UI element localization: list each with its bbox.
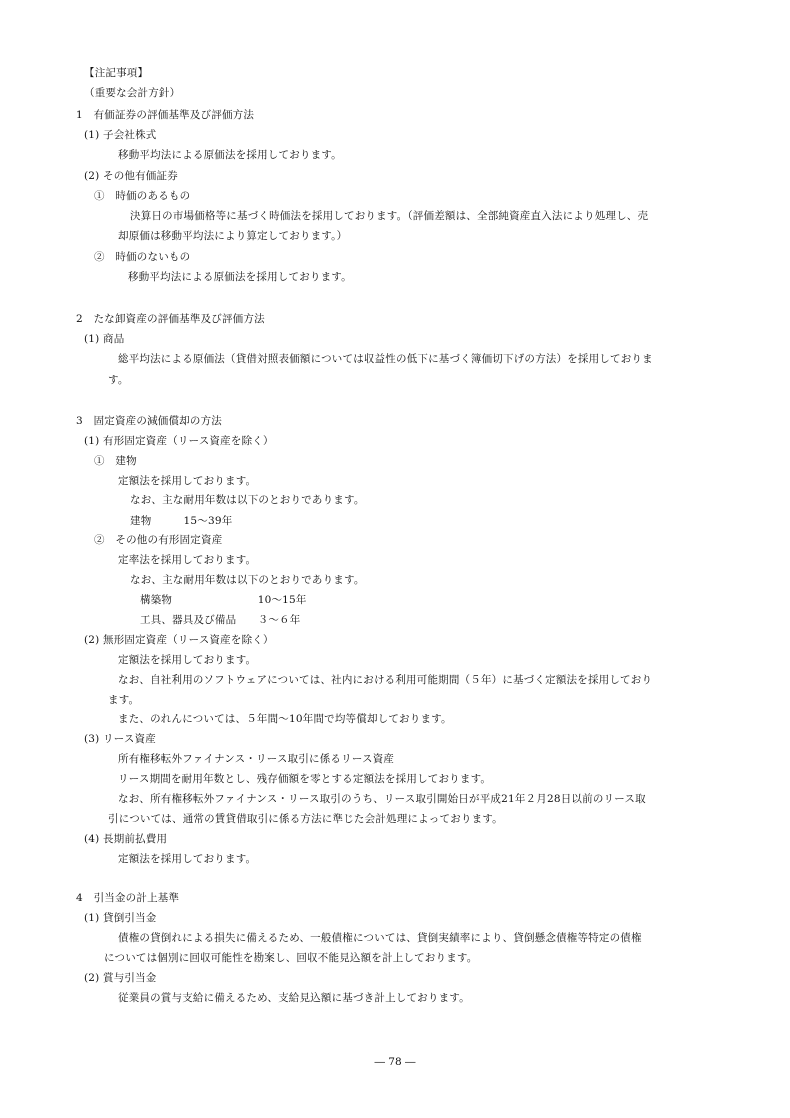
text-line: 却原価は移動平均法により算定しております。） [118, 230, 348, 242]
text-line: なお、主な耐用年数は以下のとおりであります。 [130, 494, 365, 506]
text-line: 1 有価証券の評価基準及び評価方法 [76, 109, 255, 121]
text-line: 3 固定資産の減価償却の方法 [76, 415, 222, 427]
text-line: (4) 長期前払費用 [84, 833, 168, 845]
text-line: (1) 貸倒引当金 [84, 912, 157, 924]
text-line: ① 時価のあるもの [94, 190, 191, 202]
text-line: ① 建物 [94, 455, 137, 467]
text-line: リース期間を耐用年数とし、残存価額を零とする定額法を採用しております。 [118, 773, 492, 785]
text-line: 【注記事項】 [84, 67, 149, 79]
text-line: (2) 賞与引当金 [84, 972, 157, 984]
text-line: 決算日の市場価格等に基づく時価法を採用しております。（評価差額は、全部純資産直入法により処理し、売 [130, 210, 649, 222]
text-line: ② その他の有形固定資産 [94, 534, 223, 546]
text-line: （重要な会計方針） [84, 87, 181, 99]
text-line: 工具、器具及び備品 ３～６年 [140, 614, 301, 626]
text-line: 従業員の賞与支給に備えるため、支給見込額に基づき計上しております。 [118, 992, 470, 1004]
text-line: 所有権移転外ファイナンス・リース取引に係るリース資産 [118, 753, 395, 765]
text-line: (1) 子会社株式 [84, 129, 157, 141]
text-line: (1) 商品 [84, 333, 125, 345]
text-line: 定率法を採用しております。 [118, 554, 257, 566]
text-line: については個別に回収可能性を勘案し、回収不能見込額を計上しております。 [104, 952, 478, 964]
text-line: す。 [108, 374, 129, 386]
text-line: 移動平均法による原価法を採用しております。 [128, 271, 352, 283]
text-line: 債権の貸倒れによる損失に備えるため、一般債権については、貸倒実績率により、貸倒懸念債権等特定の債権 [118, 932, 642, 944]
text-line: 定額法を採用しております。 [118, 853, 257, 865]
text-line: ② 時価のないもの [94, 251, 191, 263]
text-line: ます。 [108, 694, 140, 706]
text-line: (1) 有形固定資産（リース資産を除く） [84, 435, 274, 447]
text-line: (3) リース資産 [84, 733, 156, 745]
text-line: (2) 無形固定資産（リース資産を除く） [84, 634, 274, 646]
text-line: 定額法を採用しております。 [118, 475, 257, 487]
page-number: ― 78 ― [374, 1056, 416, 1068]
text-line: 定額法を採用しております。 [118, 654, 257, 666]
text-line: (2) その他有価証券 [84, 170, 178, 182]
text-line: また、のれんについては、５年間～10年間で均等償却しております。 [118, 713, 452, 725]
text-line: 4 引当金の計上基準 [76, 892, 180, 904]
text-line: 移動平均法による原価法を採用しております。 [118, 149, 342, 161]
text-line: 2 たな卸資産の評価基準及び評価方法 [76, 313, 265, 325]
text-line: なお、主な耐用年数は以下のとおりであります。 [130, 574, 365, 586]
text-line: なお、自社利用のソフトウェアについては、社内における利用可能期間（５年）に基づく定額法を採用しており [118, 674, 653, 686]
text-line: 総平均法による原価法（貸借対照表価額については収益性の低下に基づく簿価切下げの方法）を採用しておりま [118, 353, 653, 365]
text-line: 建物 15～39年 [130, 515, 233, 527]
text-line: 引については、通常の賃貸借取引に係る方法に準じた会計処理によっております。 [108, 813, 503, 825]
text-line: 構築物 10～15年 [140, 594, 307, 606]
text-line: なお、所有権移転外ファイナンス・リース取引のうち、リース取引開始日が平成21年２月28日以前のリース取 [118, 793, 646, 805]
